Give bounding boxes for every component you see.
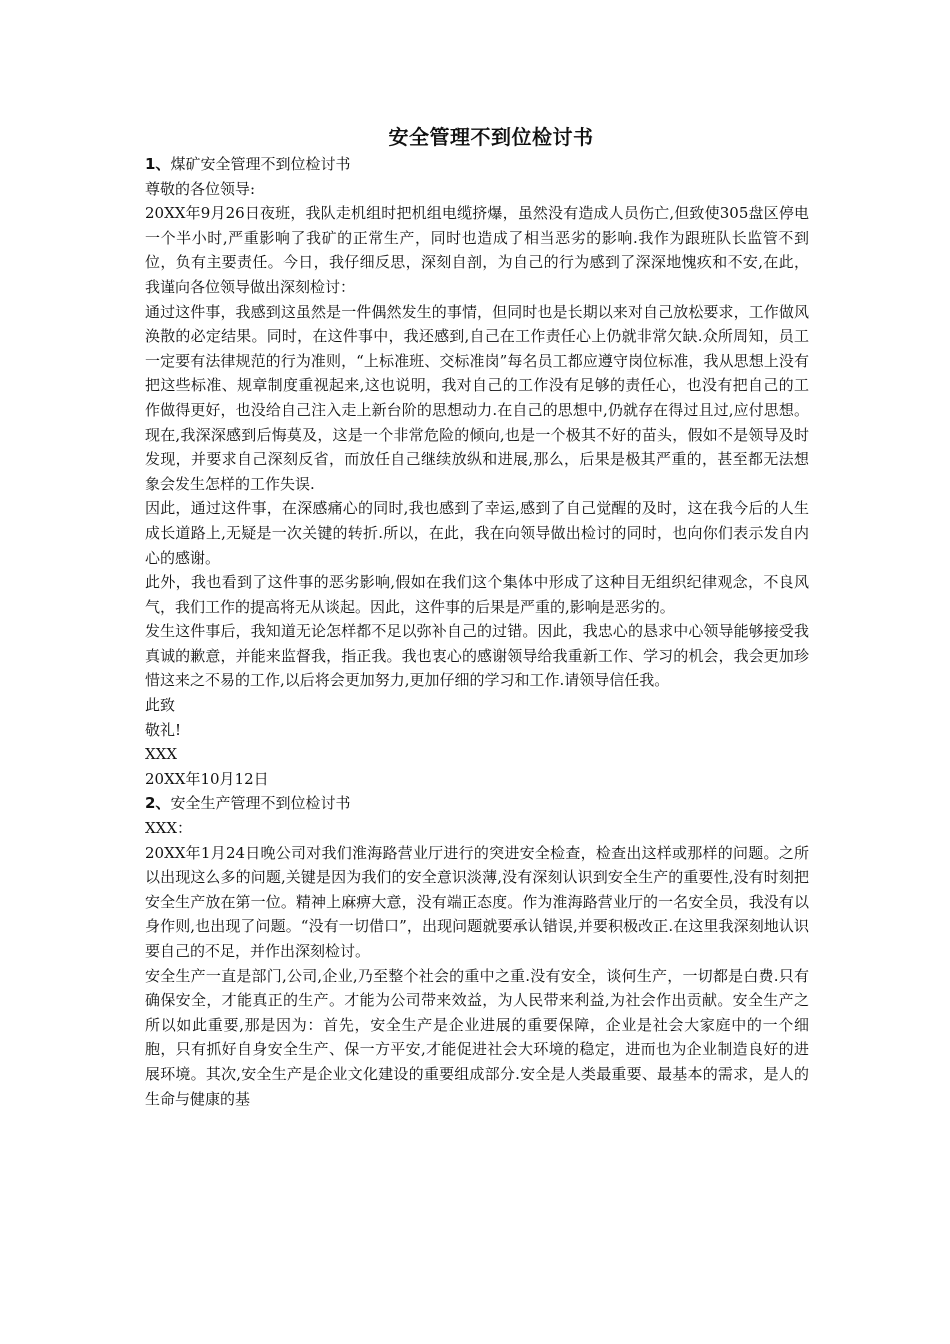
section-2-paragraph-2: 安全生产一直是部门,公司,企业,乃至整个社会的重中之重.没有安全，谈何生产，一切都是白费.只有确保安全，才能真正的生产。才能为公司带来效益，为人民带来利益,为社会作出贡献。安全生产之所以如此重要,那是因为：首先，安全生产是企业进展的重要保障，企业是社会大家庭中的一个细胞，只有抓好自身安全生产、保一方平安,才能促进社会大环境的稳定，进而也为企业制造良好的进展环境。其次,安全生产是企业文化建设的重要组成部分.安全是人类最重要、最基本的需求，是人的生命与健康的基 — [145, 966, 809, 1108]
section-1-closing-2: 敬礼! — [145, 720, 182, 739]
section-1-date: 20XX年10月12日 — [145, 769, 269, 788]
section-1-number: 1、 — [145, 155, 171, 173]
section-1-closing-1: 此致 — [145, 696, 176, 715]
section-1-paragraph-3: 因此，通过这件事，在深感痛心的同时,我也感到了幸运,感到了自己觉醒的及时，这在我今后的人生成长道路上,无疑是一次关键的转折.所以，在此，我在向领导做出检讨的同时，也向你们表示发自内心的感谢。 — [145, 499, 809, 567]
section-1-paragraph-1: 20XX年9月26日夜班，我队走机组时把机组电缆挤爆，虽然没有造成人员伤亡,但致使305盘区停电一个半小时,严重影响了我矿的正常生产，同时也造成了相当恶劣的影响.我作为跟班队长监管不到位，负有主要责任。今日，我仔细反思，深刻自剖，为自己的行为感到了深深地愧疚和不安,在此，我谨向各位领导做出深刻检讨： — [145, 204, 809, 296]
section-1-paragraph-5: 发生这件事后，我知道无论怎样都不足以弥补自己的过错。因此，我忠心的恳求中心领导能够接受我真诚的歉意，并能来监督我，指正我。我也衷心的感谢领导给我重新工作、学习的机会，我会更加珍惜这来之不易的工作,以后将会更加努力,更加仔细的学习和工作.请领导信任我。 — [145, 622, 809, 690]
section-1-paragraph-2: 通过这件事，我感到这虽然是一件偶然发生的事情，但同时也是长期以来对自己放松要求，工作做风涣散的必定结果。同时，在这件事中，我还感到,自己在工作责任心上仍就非常欠缺.众所周知，员工一定要有法律规范的行为准则，“上标准班、交标准岗”每名员工都应遵守岗位标准，我从思想上没有把这些标准、规章制度重视起来,这也说明，我对自己的工作没有足够的责任心，也没有把自己的工作做得更好，也没给自己注入走上新台阶的思想动力.在自己的思想中,仍就存在得过且过,应付思想。现在,我深深感到后悔莫及，这是一个非常危险的倾向,也是一个极其不好的苗头，假如不是领导及时发现，并要求自己深刻反省，而放任自己继续放纵和进展,那么，后果是极其严重的，甚至都无法想象会发生怎样的工作失误. — [145, 302, 809, 493]
section-2-heading — [145, 791, 809, 816]
section-2-paragraph-1: 20XX年1月24日晚公司对我们淮海路营业厅进行的突进安全检查，检查出这样或那样的问题。之所以出现这么多的问题,关键是因为我们的安全意识淡薄,没有深刻认识到安全生产的重要性,没有时刻把安全生产放在第一位。精神上麻痹大意，没有端正态度。作为淮海路营业厅的一名安全员，我没有以身作则,也出现了问题。“没有一切借口”，出现问题就要承认错误,并要积极改正.在这里我深刻地认识要自己的不足，并作出深刻检讨。 — [145, 843, 809, 960]
section-2-title: 安全生产管理不到位检讨书 — [170, 794, 351, 813]
section-1-paragraph-4: 此外，我也看到了这件事的恶劣影响,假如在我们这个集体中形成了这种目无组织纪律观念，不良风气，我们工作的提高将无从谈起。因此，这件事的后果是严重的,影响是恶劣的。 — [145, 573, 809, 616]
section-1-signature: XXX — [145, 745, 178, 764]
document-page — [145, 122, 809, 1111]
section-1-heading — [145, 152, 809, 177]
section-1-salutation: 尊敬的各位领导: — [145, 179, 256, 198]
section-1-title: 煤矿安全管理不到位检讨书 — [170, 155, 351, 173]
section-2-number: 2、 — [145, 794, 171, 813]
section-2-salutation: XXX： — [145, 819, 193, 838]
document-title: 安全管理不到位检讨书 — [388, 125, 594, 149]
